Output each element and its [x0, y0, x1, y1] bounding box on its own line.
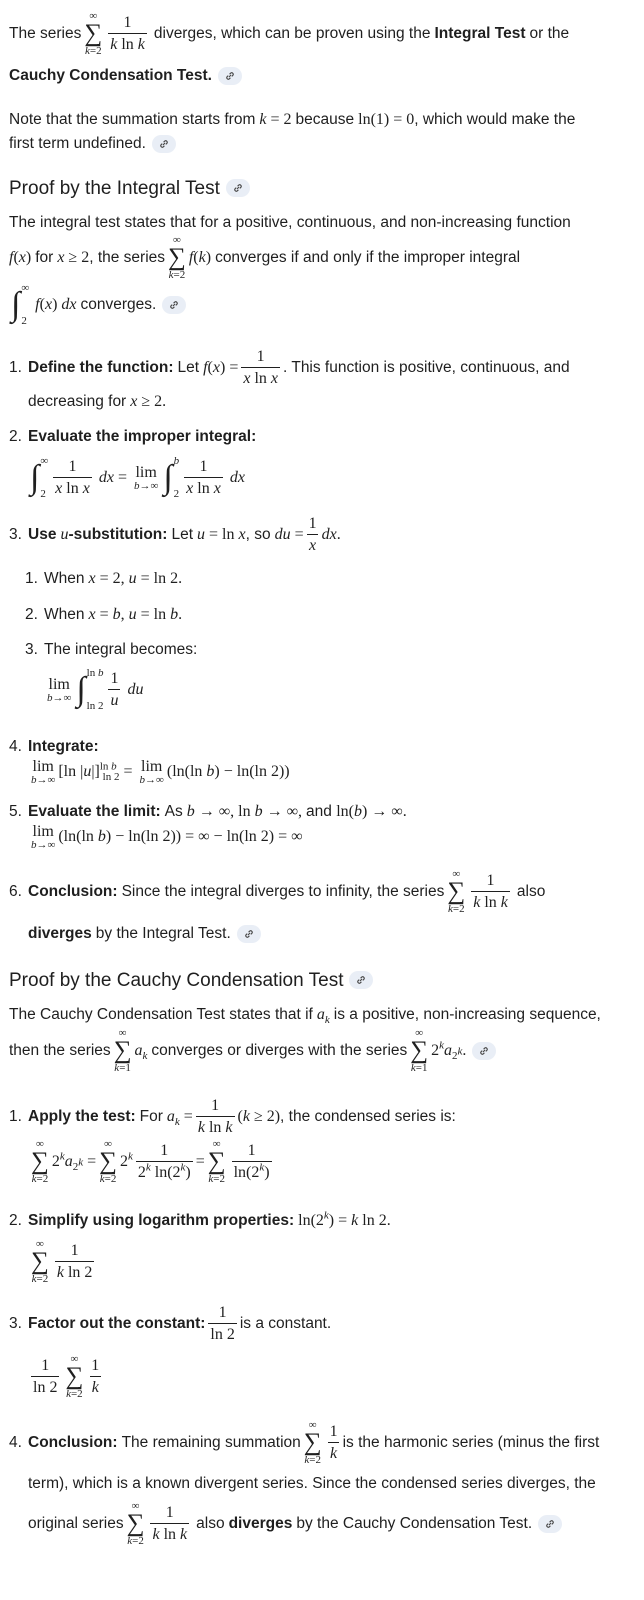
link-icon[interactable]	[237, 925, 261, 943]
series-sum: ∞ ∑ k=2	[84, 10, 103, 57]
list-item: 5. Evaluate the limit: As b → ∞, ln b → ∞, and ln( b ) → ∞.	[9, 803, 407, 821]
list-item: 3. Use u -substitution: Let u = ln x , so du = $\frac{1}{x}$ dx .	[9, 515, 341, 554]
link-icon[interactable]	[349, 971, 373, 989]
list-item: 3. Factor out the constant: $\frac{1}{\ln 2}$ is a constant.	[9, 1304, 332, 1343]
link-icon[interactable]	[226, 179, 250, 197]
list-item: 1. Define the function: Let f ( x ) = $\frac{1}{\text{x ln x}}$ . This function is positive, continuous, and	[9, 348, 570, 387]
list-item: 4. Conclusion: The remaining summation ∞ ∑ k=2 $\frac{1}{k}$ is the harmonic series (minus the first	[9, 1419, 600, 1466]
link-icon[interactable]	[472, 1042, 496, 1060]
section-heading: Proof by the Integral Test	[9, 177, 220, 199]
list-item: 6. Conclusion: Since the integral diverges to infinity, the series ∞ ∑ k=2 $\frac{1}{\text{k ln k}}$ also	[9, 868, 546, 915]
list-item: 2. Simplify using logarithm properties: $\ln(2^k)$ = k ln 2.	[9, 1209, 391, 1230]
link-icon[interactable]	[162, 296, 186, 314]
link-icon[interactable]	[538, 1515, 562, 1533]
list-item: 1. When x = 2, u = ln 2.	[25, 570, 183, 588]
list-item: 2. When x = b , u = ln b .	[25, 606, 183, 624]
list-item: 3. The integral becomes:	[25, 641, 198, 659]
list-item: 1. Apply the test: For $a_k$ = $\frac{1}{\text{k ln k}}$ ( k ≥ 2) , the condensed series is:	[9, 1097, 456, 1136]
section-heading: Proof by the Cauchy Condensation Test	[9, 969, 344, 991]
list-item: 4. Integrate:	[9, 738, 99, 756]
link-icon[interactable]	[152, 135, 176, 153]
link-icon[interactable]	[218, 67, 242, 85]
answer-document: The series ∞ ∑ k=2 $\frac{1}{\text{k ln k}}$ diverges, which can be proven using the Integral Test or the Cauchy Condensation Test . Note that the summation starts from k = 2 because ln(1) = 0 , which would make the first term undefined. Proof by the Integral Test The integral test states that for a positive, continuous, and non-increasing function f ( x ) for x ≥ 2 , the series ∞ ∑ k=2 f ( k ) converges if and only if the improper integral ∫ ∞ 2 f ( x ) dx converges. 1. Define the function: Let f ( x ) = $\frac{1}{\text{x ln x}}$ . This function is positive, continuous, and decreasing for x ≥ 2. 2. Evaluate the improper integral: ∫ ∞ 2 $\frac{1}{\text{x ln x}}$ dx = lim b→∞ ∫ b 2 $\frac{1}{\text{x ln x}}$ dx 3. Use u -substitution: Let u = ln x , so du = $\frac{1}{x}$ dx . 1. When x = 2, u = ln 2. 2. When x = b , u = ln b . 3. The integral becomes: lim b→∞ ∫ ln b ln 2 $\frac{1}{u}$ du 4. Integrate: lim b→∞ [ln | u |]$^{ln b}_{ln 2}$ = lim b→∞ (ln(ln b ) − ln(ln 2)) 5. Evaluate the limit: As b → ∞, ln b → ∞, and ln( b ) → ∞. lim b→∞ (ln(ln b ) − ln(ln 2)) = ∞ − ln(ln 2) = ∞ 6. Conclusion: Since the integral diverges to infinity, the series ∞ ∑ k=2 $\frac{1}{\text{k ln k}}$ also diverges by the Integral Test. Proof by the Cauchy Condensation Test The Cauchy Condensation Test states that if $a_k$ is a positive, non-increasing sequence, then the series ∞ ∑ k=1 $a_k$ converges or diverges with the series ∞ ∑ k=1 $2^ka_{2^k}$. 1. Apply the test: For $a_k$ = $\frac{1}{\text{k ln k}}$ ( k ≥ 2) , the condensed series is: ∞ ∑ k=2 $2^ka_{2^k}$ = ∞ ∑ k=2 2$^k$ $\frac{1}{2^k \ln(2^k)}$ = ∞ ∑ k=2 $\frac{1}{\ln(2^k)}$ 2. Simplify using logarithm properties: $\ln(2^k)$ = k ln 2. ∞ ∑ k=2 $\frac{1}{\text{k ln 2}}$ 3. Factor out the constant: $\frac{1}{\ln 2}$ is a constant. $\frac{1}{\ln 2}$ ∞ ∑ k=2 $\frac{1}{k}$ 4. Conclusion: The remaining summation ∞ ∑ k=2 $\frac{1}{k}$ is the harmonic series (minus the first term), which is a known divergent series. Since the condensed series diverges, the original series ∞ ∑ k=2 $\frac{1}{\text{k ln k}}$ also diverges by the Cauchy Condensation Test.	[0, 0, 644, 1600]
list-item: 2. Evaluate the improper integral:	[9, 428, 257, 446]
